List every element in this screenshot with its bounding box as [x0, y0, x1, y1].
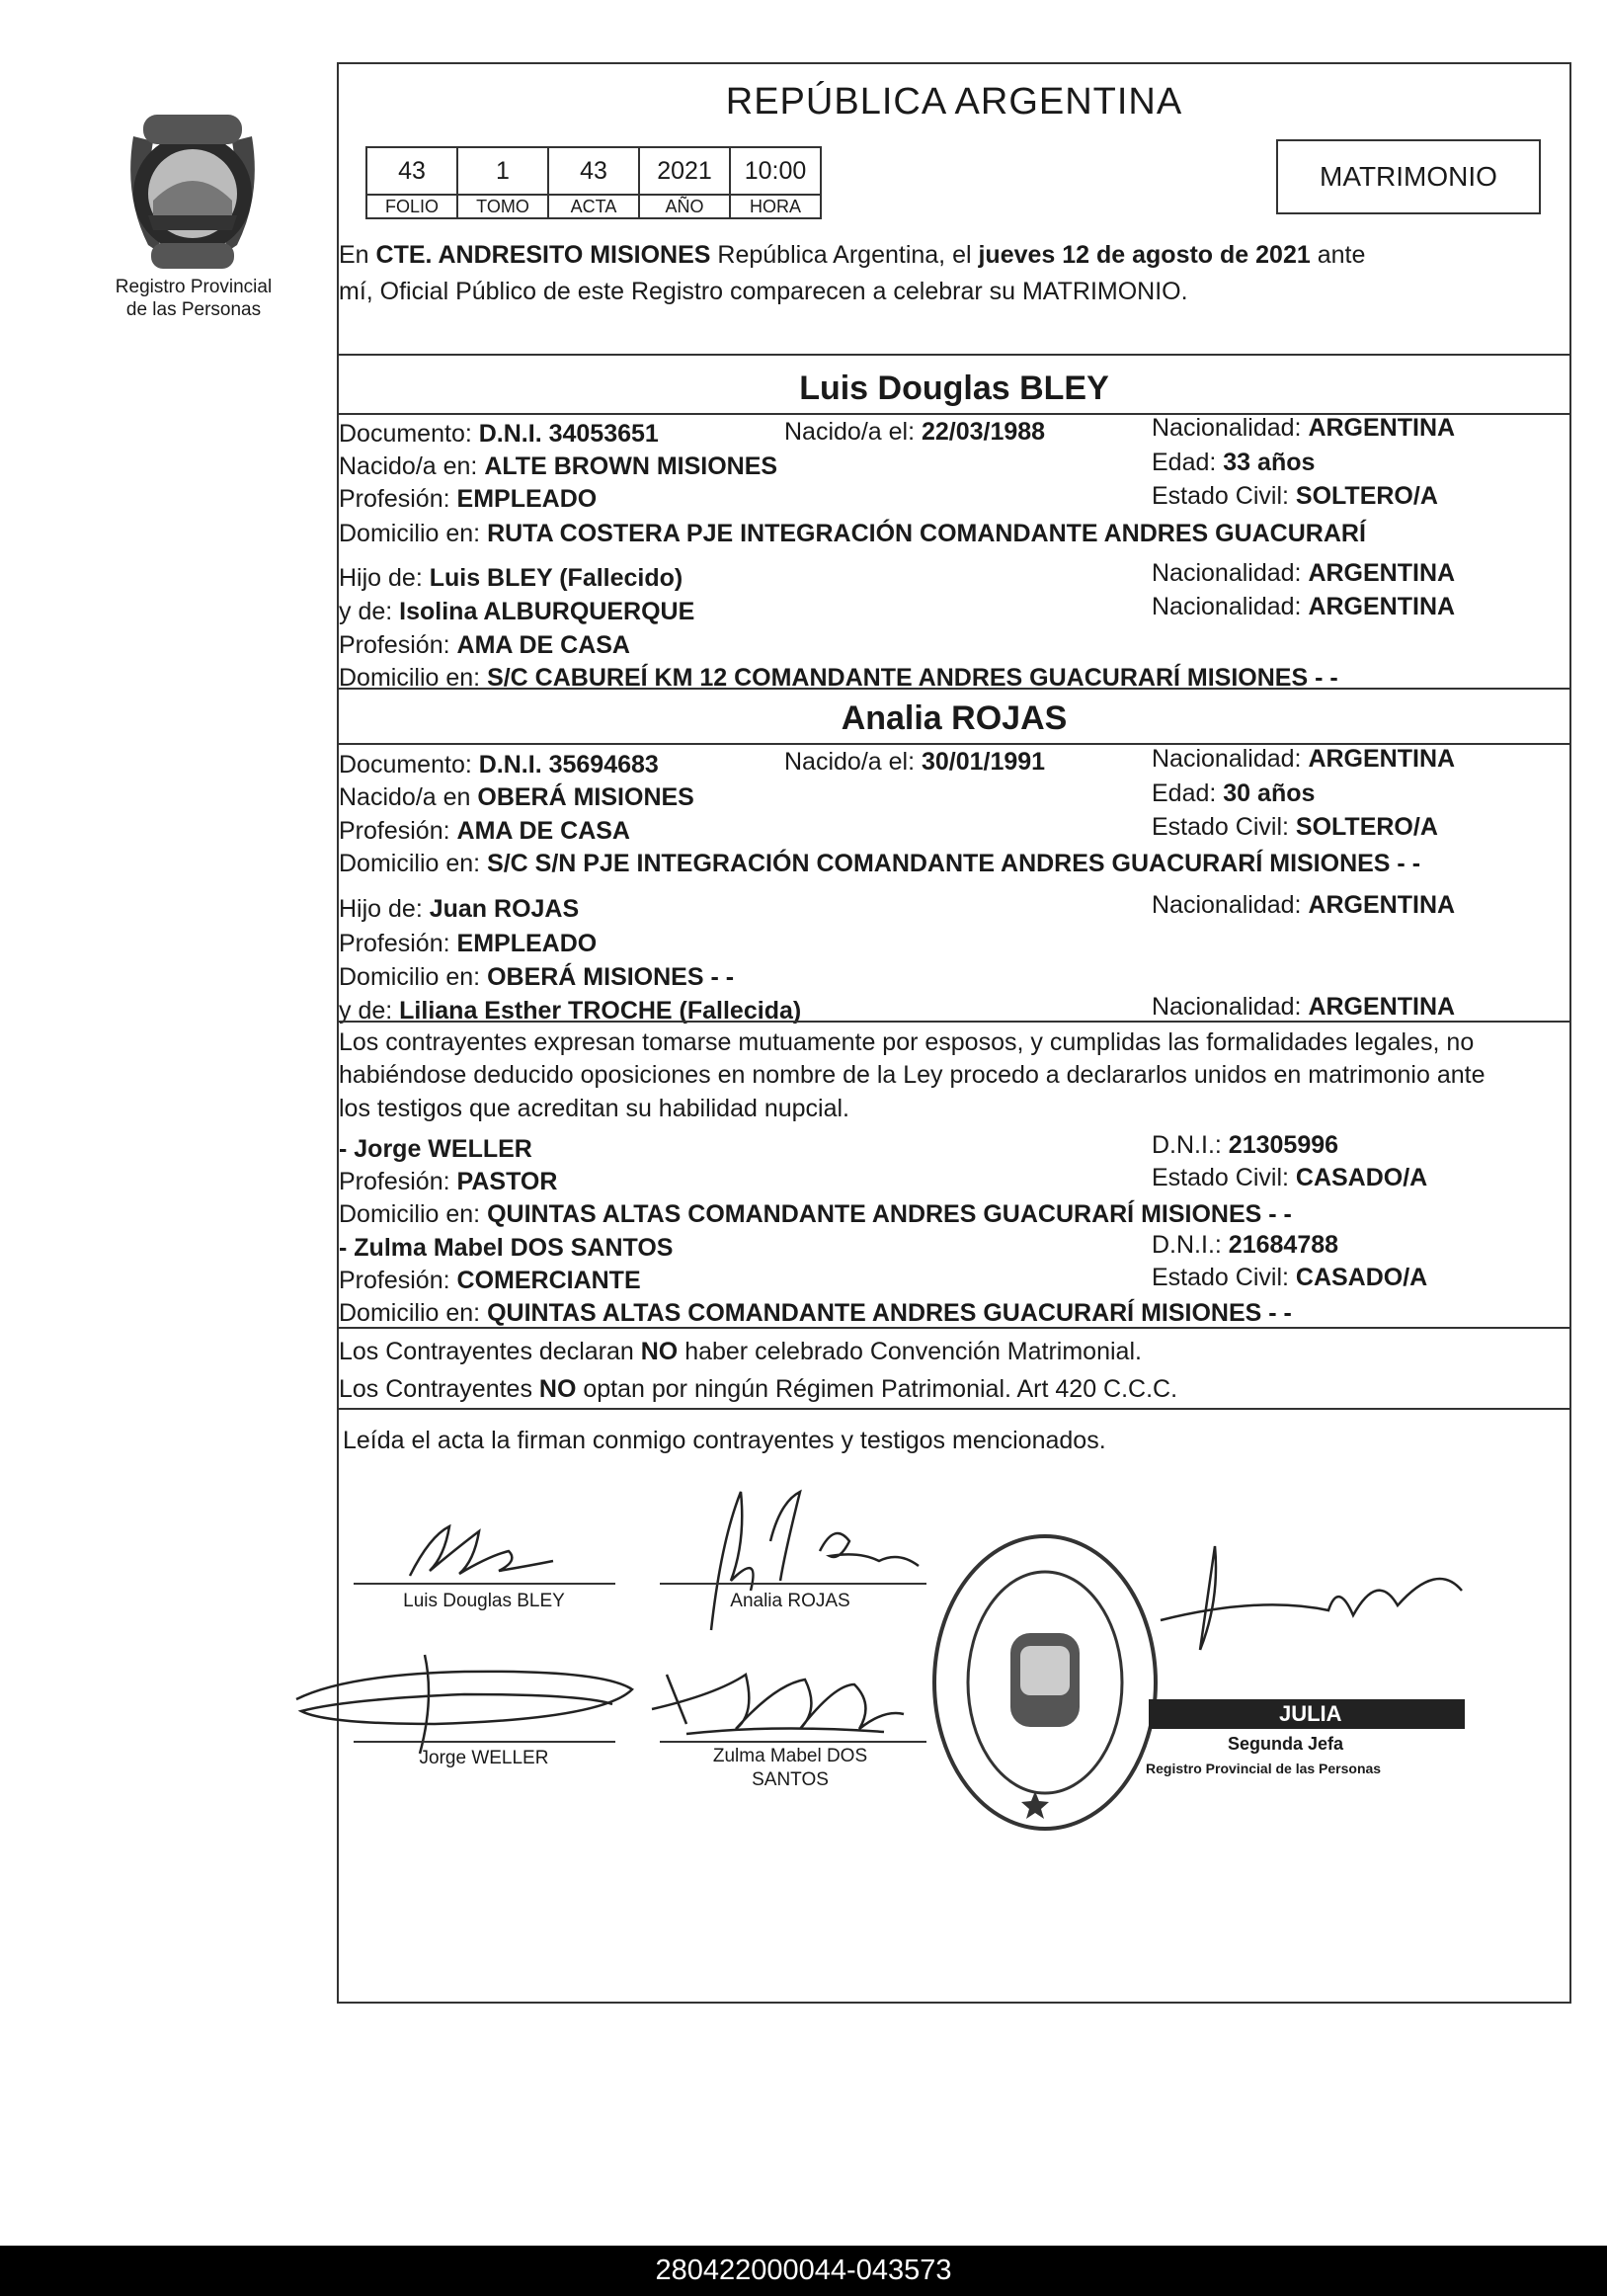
official-stamp-office: Registro Provincial de las Personas: [1146, 1761, 1382, 1776]
signature-luis-bley: [390, 1517, 568, 1586]
witness2-profession: Profesión: COMERCIANTE: [339, 1267, 641, 1294]
signature-caption-zulma-line1: Zulma Mabel DOS: [712, 1746, 868, 1766]
spouse2-birthdate: Nacido/a el: 30/01/1991: [784, 748, 1046, 776]
anio-label: AÑO: [639, 195, 730, 218]
witness1-profession: Profesión: PASTOR: [339, 1168, 558, 1195]
spouse1-civil-status: Estado Civil: SOLTERO/A: [1152, 482, 1438, 510]
signature-caption-analia-rojas: Analia ROJAS: [730, 1591, 850, 1611]
closing-statement: Leída el acta la firman conmigo contrayentes y testigos mencionados.: [343, 1427, 1106, 1454]
spouse2-father: Hijo de: Juan ROJAS: [339, 895, 580, 923]
spouse2-name: Analia ROJAS: [841, 699, 1068, 737]
declaration-line2: habiéndose deducido oposiciones en nombre de la Ley procedo a declararlos unidos en matrimonio ante: [339, 1061, 1486, 1089]
spouse1-father-nationality: Nacionalidad: ARGENTINA: [1152, 559, 1456, 587]
spouse1-parent-profession: Profesión: AMA DE CASA: [339, 631, 630, 659]
act-type-box: MATRIMONIO: [1276, 139, 1541, 214]
divider: [337, 1021, 1571, 1023]
intro-line2: mí, Oficial Público de este Registro comparecen a celebrar su MATRIMONIO.: [339, 278, 1188, 305]
official-stamp-name: JULIA: [1279, 1701, 1342, 1726]
spouse2-birthplace: Nacido/a en OBERÁ MISIONES: [339, 783, 694, 811]
document-title: REPÚBLICA ARGENTINA: [725, 81, 1183, 123]
folio-value: 43: [366, 147, 457, 195]
spouse2-address: Domicilio en: S/C S/N PJE INTEGRACIÓN COMANDANTE ANDRES GUACURARÍ MISIONES - -: [339, 850, 1421, 877]
folio-label: FOLIO: [366, 195, 457, 218]
logo-caption-line2: de las Personas: [125, 299, 262, 320]
acta-value: 43: [548, 147, 639, 195]
anio-value: 2021: [639, 147, 730, 195]
signature-line: [660, 1741, 926, 1743]
spouse1-father: Hijo de: Luis BLEY (Fallecido): [339, 564, 683, 592]
spouse1-age: Edad: 33 años: [1152, 449, 1316, 476]
witness2-civil-status: Estado Civil: CASADO/A: [1152, 1264, 1428, 1291]
signature-caption-luis-bley: Luis Douglas BLEY: [403, 1591, 565, 1611]
spouse2-parent-profession: Profesión: EMPLEADO: [339, 930, 598, 957]
spouse1-profession: Profesión: EMPLEADO: [339, 485, 598, 513]
footer-document-code: 280422000044-043573: [0, 2246, 1607, 2296]
hora-label: HORA: [730, 195, 821, 218]
witness1-name: - Jorge WELLER: [339, 1135, 532, 1163]
tomo-value: 1: [457, 147, 548, 195]
signature-line: [354, 1741, 615, 1743]
declaration-line3: los testigos que acreditan su habilidad nupcial.: [339, 1095, 850, 1122]
witness2-address: Domicilio en: QUINTAS ALTAS COMANDANTE ANDRES GUACURARÍ MISIONES - -: [339, 1299, 1292, 1327]
official-stamp-role: Segunda Jefa: [1228, 1734, 1344, 1754]
divider: [337, 1327, 1571, 1329]
signature-analia-rojas: [672, 1482, 928, 1640]
witness2-name: - Zulma Mabel DOS SANTOS: [339, 1234, 674, 1262]
acta-label: ACTA: [548, 195, 639, 218]
spouse2-parent-address: Domicilio en: OBERÁ MISIONES - -: [339, 963, 735, 991]
tomo-label: TOMO: [457, 195, 548, 218]
spouse2-document: Documento: D.N.I. 35694683: [339, 751, 659, 779]
spouse1-document: Documento: D.N.I. 34053651: [339, 420, 659, 448]
witness2-dni: D.N.I.: 21684788: [1152, 1231, 1339, 1259]
provincia-misiones-logo: [114, 107, 272, 275]
divider: [337, 354, 1571, 356]
signature-line: [660, 1583, 926, 1585]
hora-value: 10:00: [730, 147, 821, 195]
acta-fields-table: [365, 146, 822, 219]
spouse1-address: Domicilio en: RUTA COSTERA PJE INTEGRACIÓN COMANDANTE ANDRES GUACURARÍ: [339, 520, 1366, 547]
signature-official: [1141, 1541, 1467, 1660]
spouse1-parent-address: Domicilio en: S/C CABUREÍ KM 12 COMANDANTE ANDRES GUACURARÍ MISIONES - -: [339, 664, 1338, 692]
spouse1-birthdate: Nacido/a el: 22/03/1988: [784, 418, 1046, 446]
spouse1-nationality: Nacionalidad: ARGENTINA: [1152, 414, 1456, 442]
witness1-dni: D.N.I.: 21305996: [1152, 1131, 1339, 1159]
spouse1-mother-nationality: Nacionalidad: ARGENTINA: [1152, 593, 1456, 620]
regime-line1: Los Contrayentes declaran NO haber celebrado Convención Matrimonial.: [339, 1338, 1142, 1365]
declaration-line1: Los contrayentes expresan tomarse mutuamente por esposos, y cumplidas las formalidades legales, no: [339, 1028, 1475, 1056]
spouse1-name: Luis Douglas BLEY: [799, 369, 1109, 407]
divider: [337, 1408, 1571, 1410]
regime-line2: Los Contrayentes NO optan por ningún Régimen Patrimonial. Art 420 C.C.C.: [339, 1375, 1178, 1403]
divider: [337, 688, 1571, 690]
witness1-address: Domicilio en: QUINTAS ALTAS COMANDANTE ANDRES GUACURARÍ MISIONES - -: [339, 1200, 1292, 1228]
spouse2-father-nationality: Nacionalidad: ARGENTINA: [1152, 891, 1456, 919]
intro-line1: En CTE. ANDRESITO MISIONES República Argentina, el jueves 12 de agosto de 2021 ante: [339, 241, 1366, 269]
spouse2-profession: Profesión: AMA DE CASA: [339, 817, 630, 845]
spouse1-mother: y de: Isolina ALBURQUERQUE: [339, 598, 695, 625]
logo-caption-line1: Registro Provincial: [115, 277, 273, 297]
spouse2-age: Edad: 30 años: [1152, 779, 1316, 807]
spouse2-nationality: Nacionalidad: ARGENTINA: [1152, 745, 1456, 773]
signature-line: [354, 1583, 615, 1585]
signature-zulma-dos-santos: [647, 1655, 914, 1744]
spouse2-mother-nationality: Nacionalidad: ARGENTINA: [1152, 993, 1456, 1021]
spouse2-mother: y de: Liliana Esther TROCHE (Fallecida): [339, 997, 802, 1025]
witness1-civil-status: Estado Civil: CASADO/A: [1152, 1164, 1428, 1191]
signature-caption-zulma-line2: SANTOS: [752, 1769, 829, 1790]
spouse2-civil-status: Estado Civil: SOLTERO/A: [1152, 813, 1438, 841]
signature-caption-jorge-weller: Jorge WELLER: [419, 1748, 549, 1768]
registry-seal: [926, 1529, 1164, 1836]
spouse1-birthplace: Nacido/a en: ALTE BROWN MISIONES: [339, 452, 778, 480]
